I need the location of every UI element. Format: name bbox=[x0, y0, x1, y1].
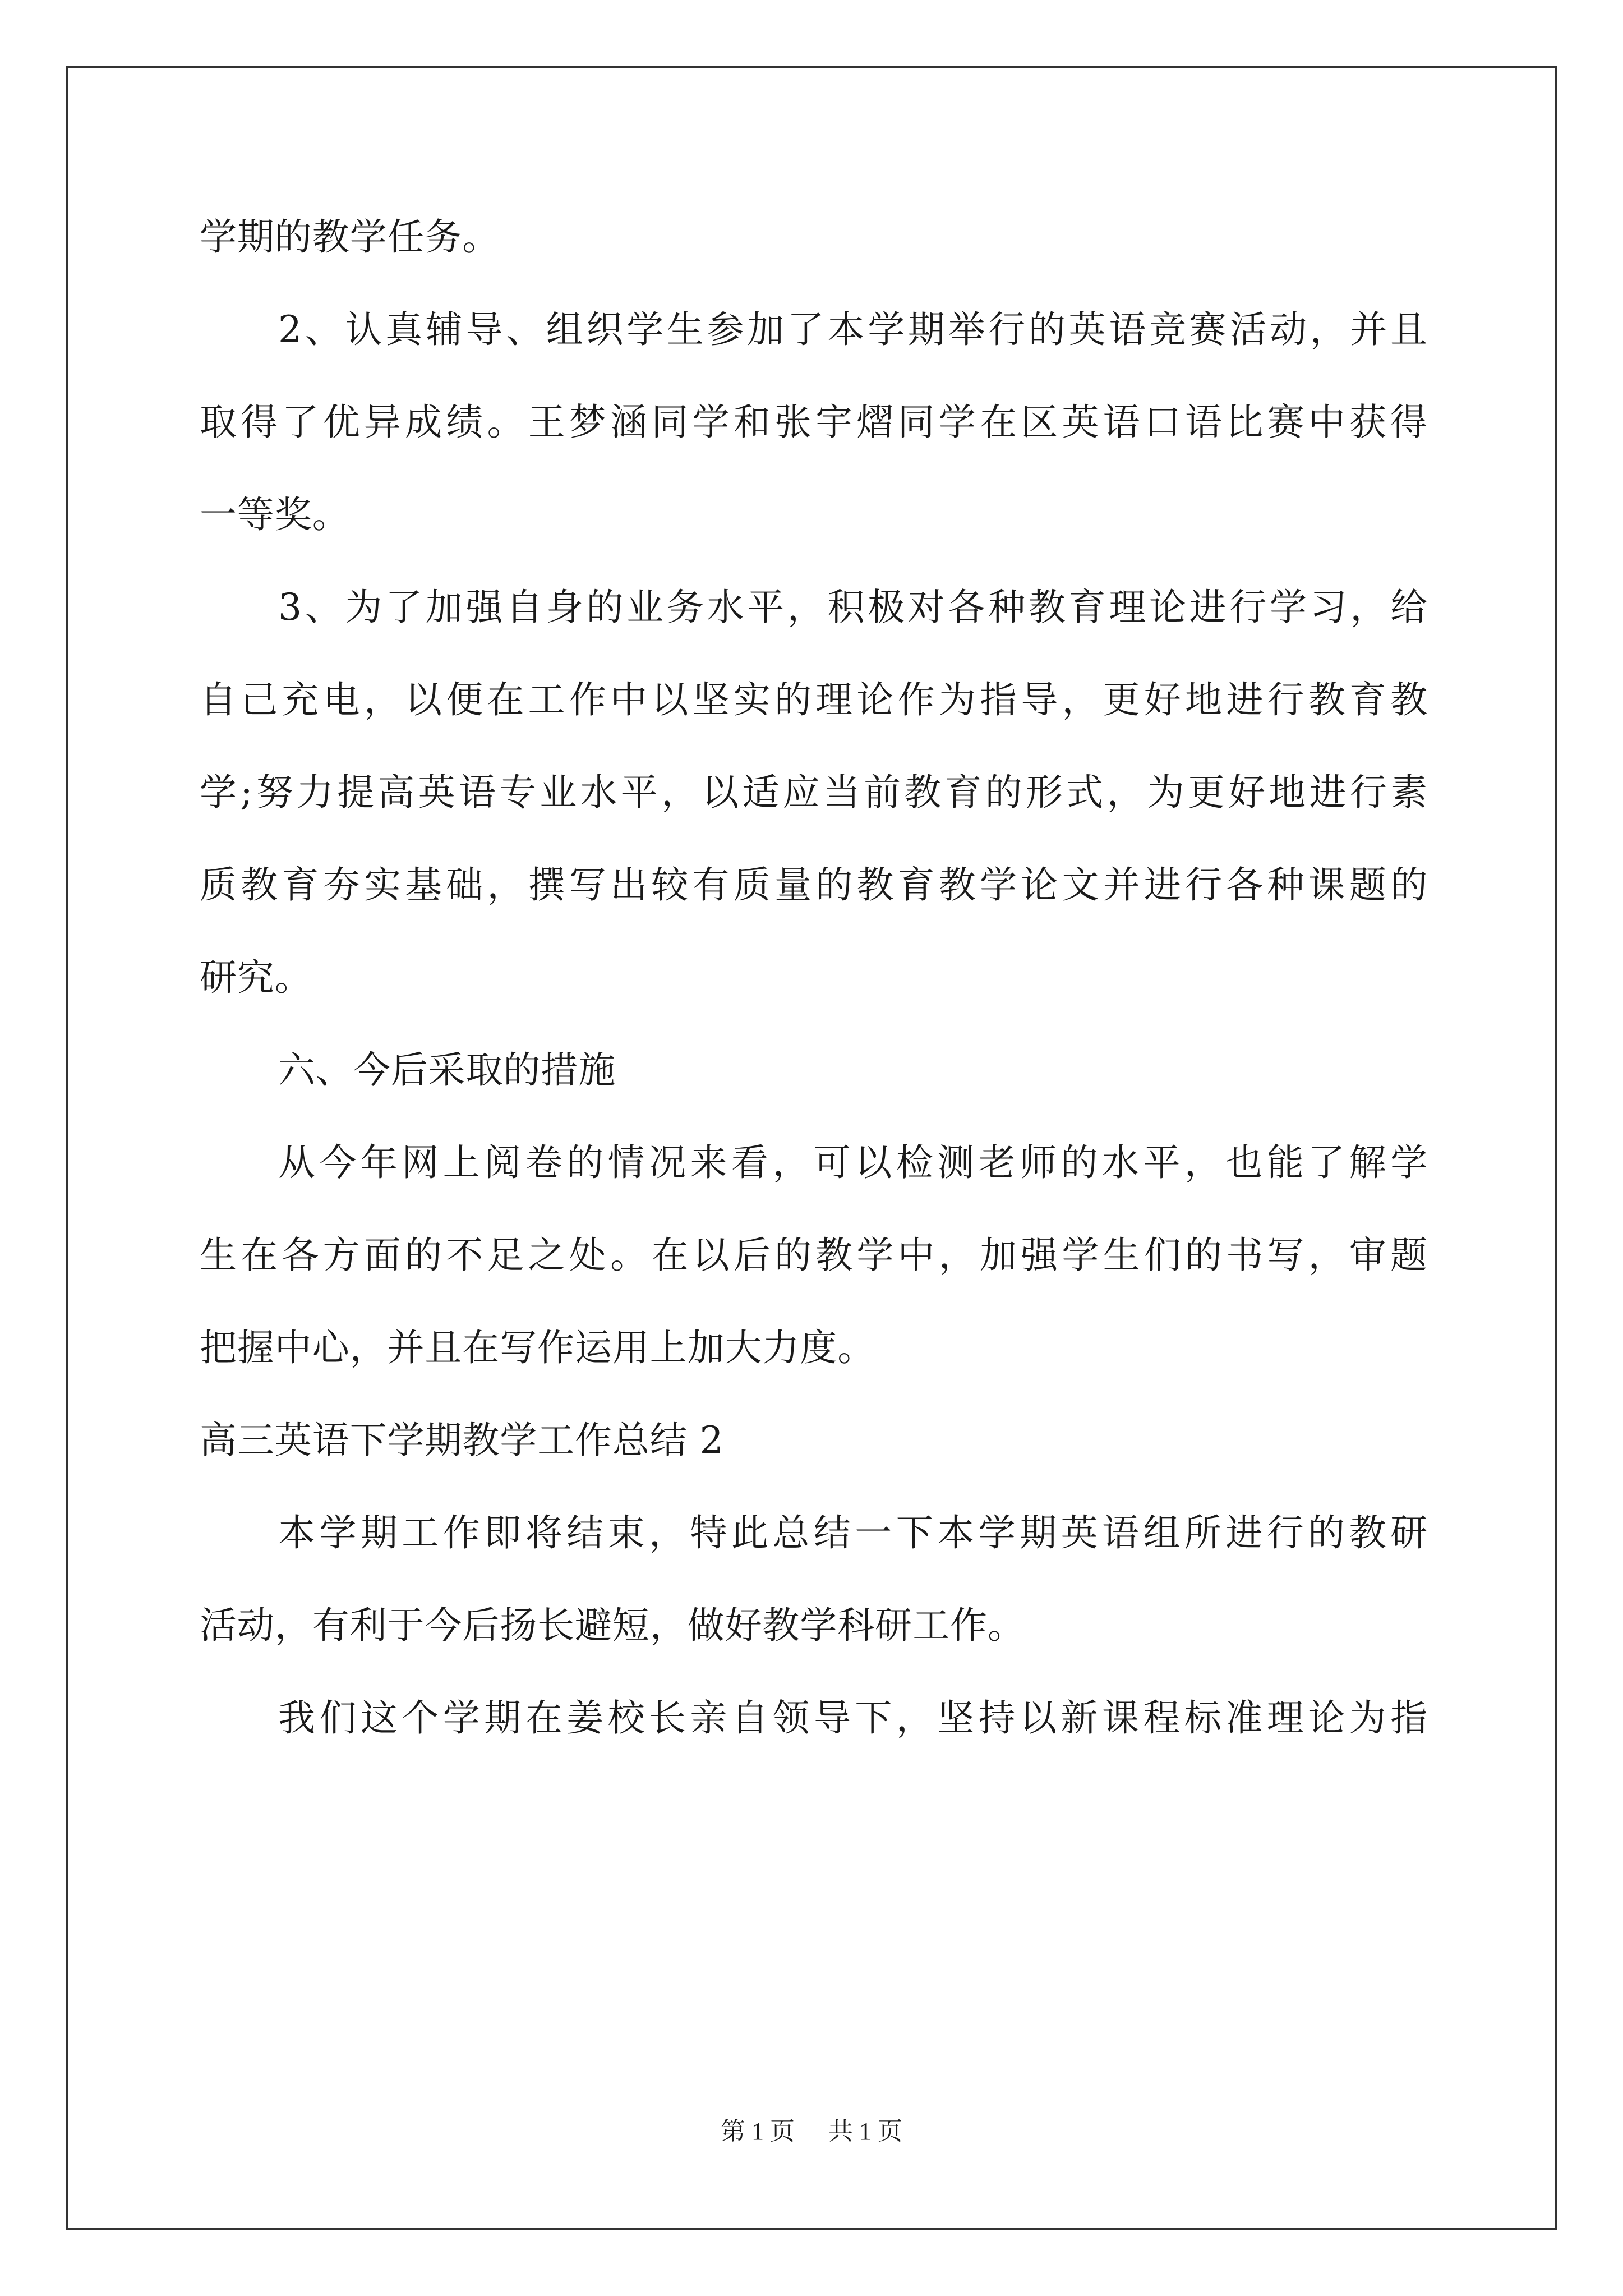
text-line: 活动，有利于今后扬长避短，做好教学科研工作。 bbox=[200, 1604, 1025, 1647]
text-line: 2、认真辅导、组织学生参加了本学期举行的英语竞赛活动，并且 bbox=[278, 308, 1428, 351]
text-line: 从今年网上阅卷的情况来看，可以检测老师的水平，也能了解学 bbox=[278, 1141, 1428, 1184]
text-line: 质教育夯实基础，撰写出较有质量的教育教学论文并进行各种课题的 bbox=[200, 863, 1428, 907]
page-footer bbox=[0, 2115, 1623, 2148]
document-body bbox=[200, 191, 1428, 1764]
page-total: 共 1 页 bbox=[828, 2118, 902, 2145]
text-line: 一等奖。 bbox=[200, 493, 350, 536]
text-line: 生在各方面的不足之处。在以后的教学中，加强学生们的书写，审题 bbox=[200, 1234, 1428, 1277]
text-line: 取得了优异成绩。王梦涵同学和张宇熠同学在区英语口语比赛中获得 bbox=[200, 401, 1428, 444]
text-line: 本学期工作即将结束，特此总结一下本学期英语组所进行的教研 bbox=[278, 1511, 1428, 1554]
document-title: 高三英语下学期教学工作总结 2 bbox=[200, 1419, 724, 1462]
text-line: 把握中心，并且在写作运用上加大力度。 bbox=[200, 1326, 875, 1369]
section-heading: 六、今后采取的措施 bbox=[278, 1048, 616, 1092]
text-line: 学;努力提高英语专业水平，以适应当前教育的形式，为更好地进行素 bbox=[200, 771, 1428, 814]
page-number: 第 1 页 bbox=[721, 2118, 795, 2145]
text-line: 3、为了加强自身的业务水平，积极对各种教育理论进行学习，给 bbox=[278, 586, 1428, 629]
text-line: 学期的教学任务。 bbox=[200, 215, 500, 259]
text-line: 我们这个学期在姜校长亲自领导下，坚持以新课程标准理论为指 bbox=[278, 1696, 1428, 1740]
text-line: 研究。 bbox=[200, 956, 312, 999]
text-line: 自己充电，以便在工作中以坚实的理论作为指导，更好地进行教育教 bbox=[200, 678, 1428, 721]
